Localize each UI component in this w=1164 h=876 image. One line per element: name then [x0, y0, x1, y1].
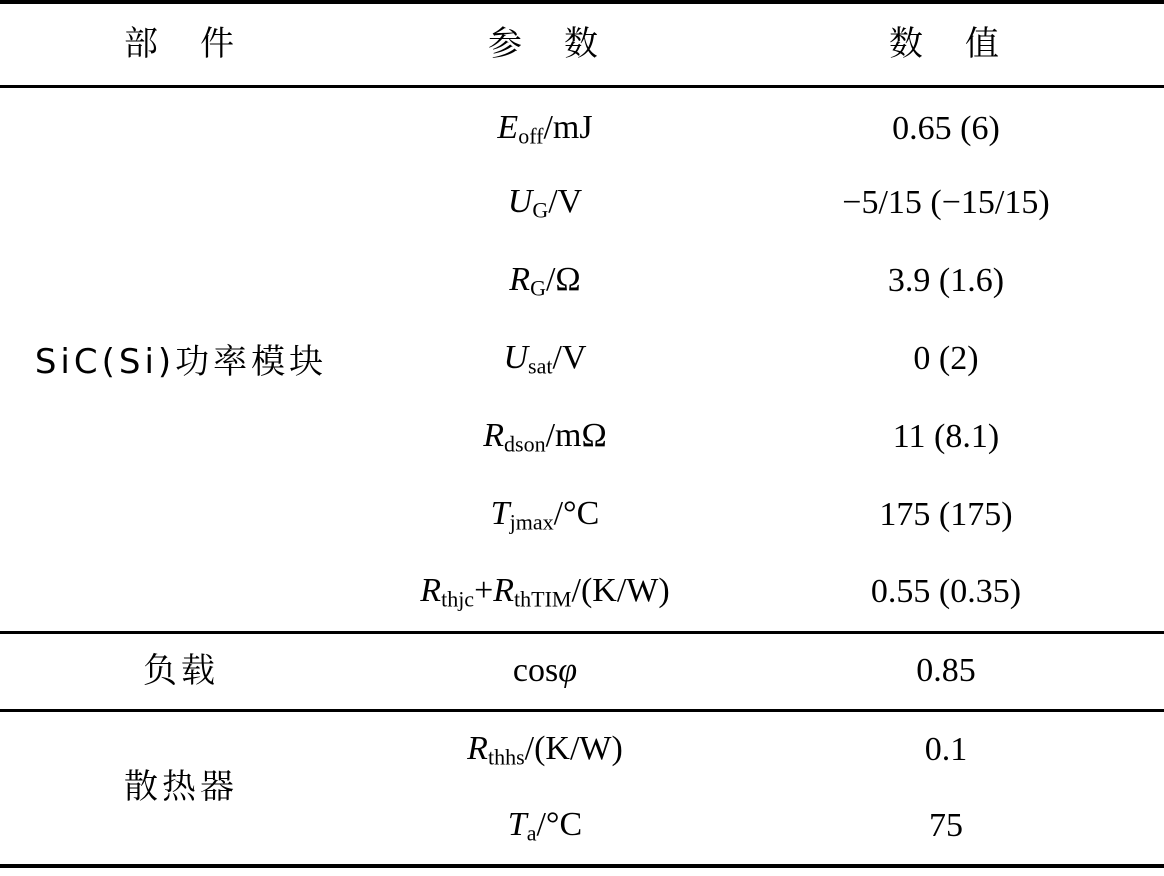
table-row: [0, 632, 1164, 710]
param-cell: cosφ: [512, 652, 578, 689]
component-label: SiC(Si)功率模块: [34, 341, 328, 382]
value-cell: 0 (2): [913, 340, 979, 377]
param-cell: $T_{jmax}/^\circ C$: [490, 494, 600, 535]
param-cell: $U_G/V$: [507, 182, 583, 223]
value-cell: 75: [929, 807, 963, 844]
component-label: 负载: [143, 650, 219, 691]
value-cell: 3.9 (1.6): [887, 262, 1005, 299]
param-cell: $R_{dson}/m\Omega$: [483, 416, 607, 457]
component-cell: [0, 632, 362, 710]
component-cell: [0, 710, 362, 866]
header-parameter: 参 数: [488, 24, 602, 65]
value-cell: 0.85: [916, 652, 976, 689]
table-row: [0, 710, 1164, 788]
value-cell: 0.65 (6): [892, 109, 1000, 147]
component-cell: [0, 86, 362, 632]
value-cell: −5/15 (−15/15): [842, 184, 1050, 221]
header-row: [0, 2, 1164, 86]
value-cell: 11 (8.1): [892, 418, 1000, 455]
param-cell: $U_{sat}/V$: [503, 338, 587, 379]
param-cell: $R_{thhs}/(K/W)$: [467, 729, 623, 769]
param-cell: $T_a/^\circ C$: [507, 805, 583, 846]
value-cell: 0.1: [924, 730, 968, 768]
header-component: 部 件: [124, 24, 238, 65]
component-label: 散热器: [124, 767, 238, 808]
param-cell: $R_G/\Omega$: [509, 260, 581, 301]
table-row: [0, 86, 1164, 164]
param-cell: $E_{off}/mJ$: [497, 108, 593, 148]
header-value: 数 值: [889, 24, 1003, 65]
value-cell: 0.55 (0.35): [870, 573, 1022, 611]
param-cell: $R_{thjc}+R_{thTIM}/(K/W)$: [420, 572, 670, 612]
value-cell: 175 (175): [879, 496, 1013, 533]
